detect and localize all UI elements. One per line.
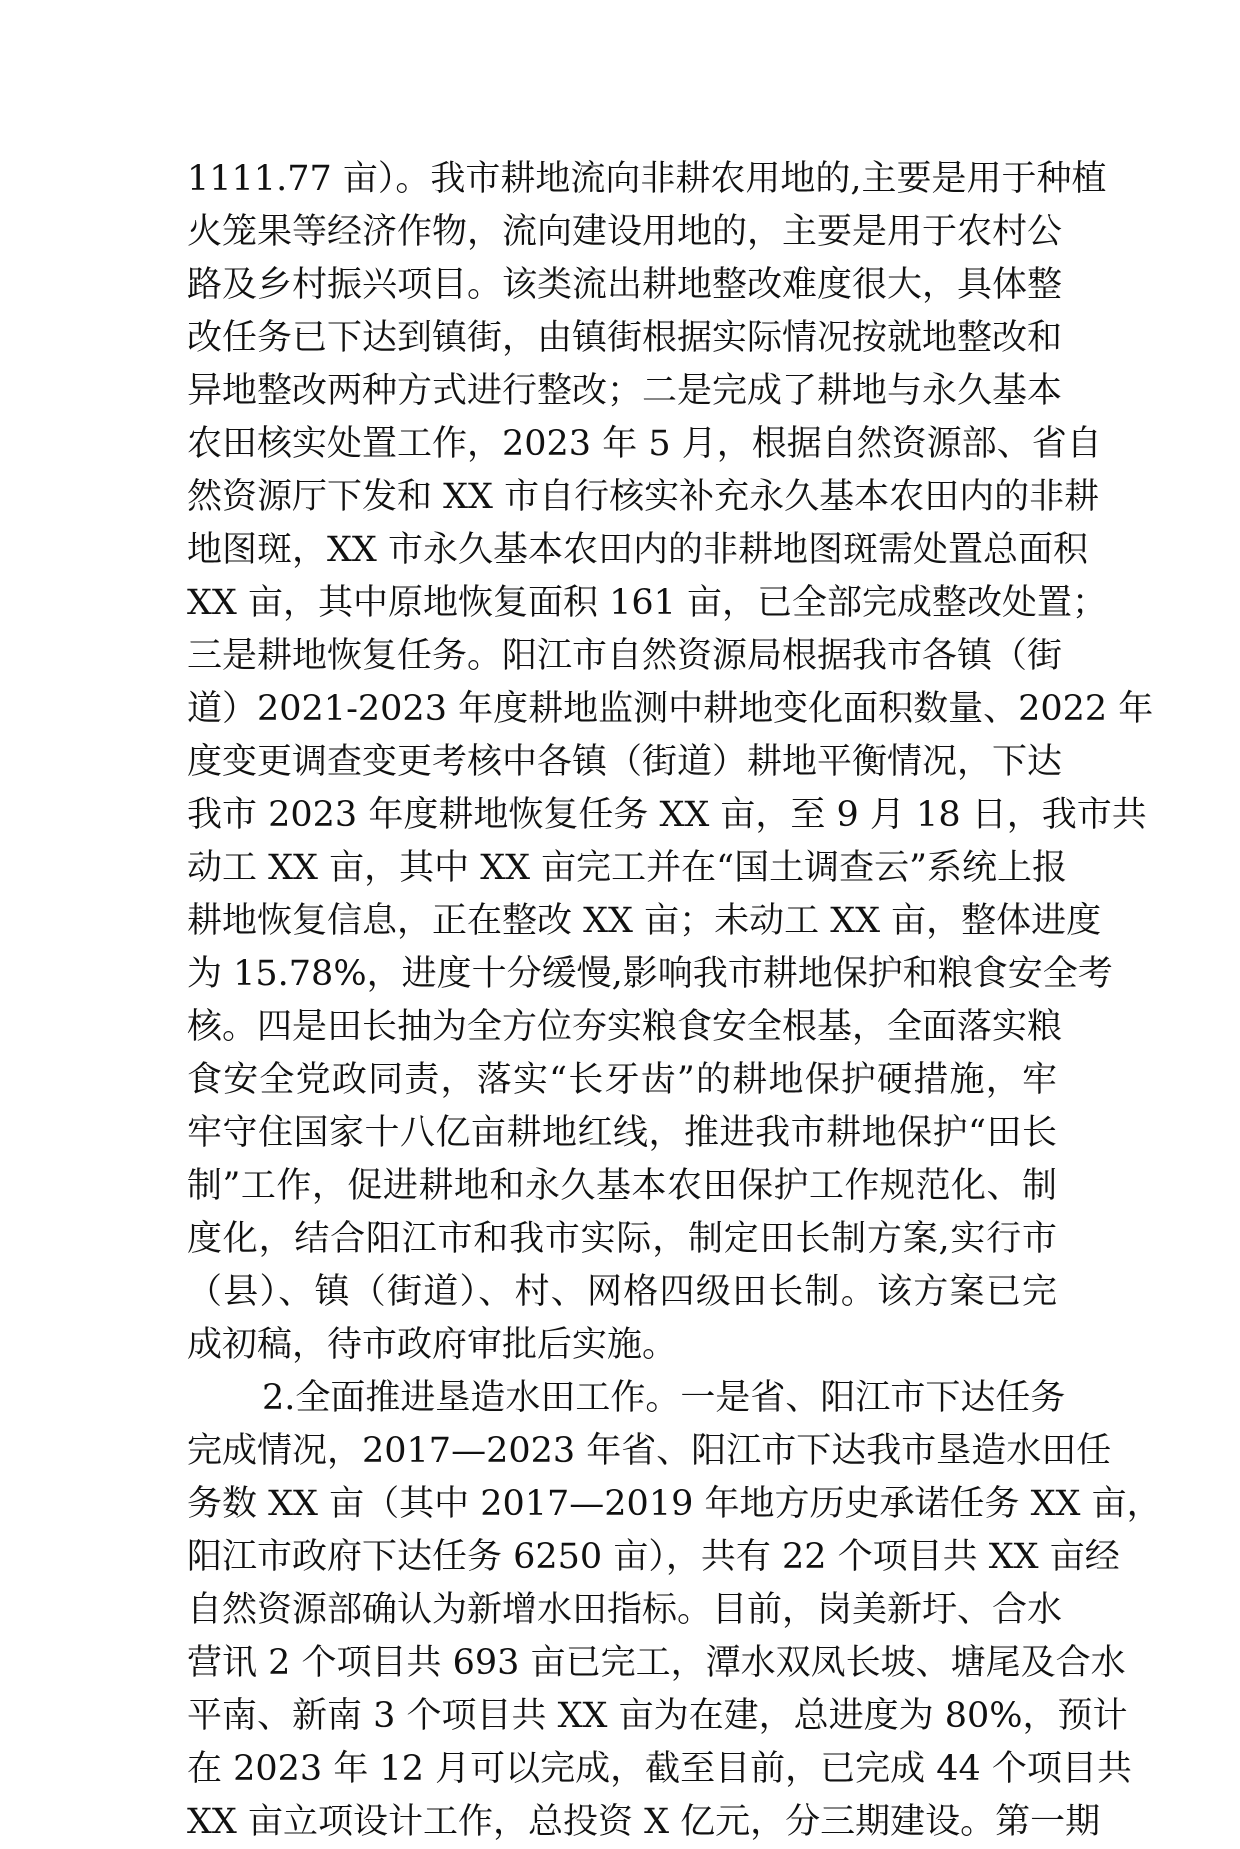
text-line: 务数 XX 亩（其中 2017—2019 年地方历史承诺任务 XX 亩，: [187, 1484, 1162, 1524]
text-line: XX 亩立项设计工作，总投资 X 亿元，分三期建设。第一期: [187, 1802, 1101, 1842]
text-line: 我市 2023 年度耕地恢复任务 XX 亩，至 9 月 18 日，我市共: [187, 795, 1147, 835]
text-line: 核。四是田长抽为全方位夯实粮食安全根基，全面落实粮: [187, 1007, 1063, 1047]
text-line: 改任务已下达到镇街，由镇街根据实际情况按就地整改和: [187, 318, 1063, 358]
text-line: 平南、新南 3 个项目共 XX 亩为在建，总进度为 80%，预计: [187, 1696, 1128, 1736]
paragraph: [187, 1372, 1162, 1849]
text-line: 然资源厅下发和 XX 市自行核实补充永久基本农田内的非耕: [187, 477, 1100, 517]
text-line: 成初稿，待市政府审批后实施。: [187, 1325, 678, 1365]
text-line: 路及乡村振兴项目。该类流出耕地整改难度很大，具体整: [187, 265, 1063, 305]
text-line: 自然资源部确认为新增水田指标。目前，岗美新圩、合水: [187, 1590, 1063, 1630]
text-line: 火笼果等经济作物，流向建设用地的，主要是用于农村公: [187, 212, 1063, 252]
text-line: 阳江市政府下达任务 6250 亩），共有 22 个项目共 XX 亩经: [187, 1537, 1120, 1577]
text-line: 农田核实处置工作，2023 年 5 月，根据自然资源部、省自: [187, 424, 1102, 464]
text-line: 动工 XX 亩，其中 XX 亩完工并在“国土调查云”系统上报: [187, 848, 1067, 888]
text-line: XX 亩，其中原地恢复面积 161 亩，已全部完成整改处置；: [187, 583, 1108, 623]
text-line: 2.全面推进垦造水田工作。一是省、阳江市下达任务: [262, 1378, 1066, 1418]
text-line: 牢守住国家十八亿亩耕地红线，推进我市耕地保护“田长: [187, 1113, 1057, 1153]
text-line: 三是耕地恢复任务。阳江市自然资源局根据我市各镇（街: [187, 636, 1063, 676]
text-line: 食安全党政同责，落实“长牙齿”的耕地保护硬措施，牢: [187, 1060, 1057, 1100]
text-line: 制”工作，促进耕地和永久基本农田保护工作规范化、制: [187, 1166, 1057, 1206]
text-line: 地图斑，XX 市永久基本农田内的非耕地图斑需处置总面积: [187, 530, 1088, 570]
text-line: 度变更调查变更考核中各镇（街道）耕地平衡情况，下达: [187, 742, 1063, 782]
text-line: 营讯 2 个项目共 693 亩已完工，潭水双凤长坡、塘尾及合水: [187, 1643, 1126, 1683]
text-line: 耕地恢复信息，正在整改 XX 亩；未动工 XX 亩，整体进度: [187, 901, 1102, 941]
text-line: 度化，结合阳江市和我市实际，制定田长制方案,实行市: [187, 1219, 1057, 1259]
text-line: 为 15.78%，进度十分缓慢,影响我市耕地保护和粮食安全考: [187, 954, 1113, 994]
text-line: 异地整改两种方式进行整改；二是完成了耕地与永久基本: [187, 371, 1063, 411]
body-text: [187, 153, 1162, 1849]
text-line: 道）2021-2023 年度耕地监测中耕地变化面积数量、2022 年: [187, 689, 1154, 729]
text-line: （县）、镇（街道）、村、网格四级田长制。该方案已完: [187, 1272, 1057, 1312]
text-line: 在 2023 年 12 月可以完成，截至目前，已完成 44 个项目共: [187, 1749, 1132, 1789]
text-line: 1111.77 亩）。我市耕地流向非耕农用地的,主要是用于种植: [187, 159, 1107, 199]
paragraph: [187, 153, 1154, 1372]
text-line: 完成情况，2017—2023 年省、阳江市下达我市垦造水田任: [187, 1431, 1112, 1471]
